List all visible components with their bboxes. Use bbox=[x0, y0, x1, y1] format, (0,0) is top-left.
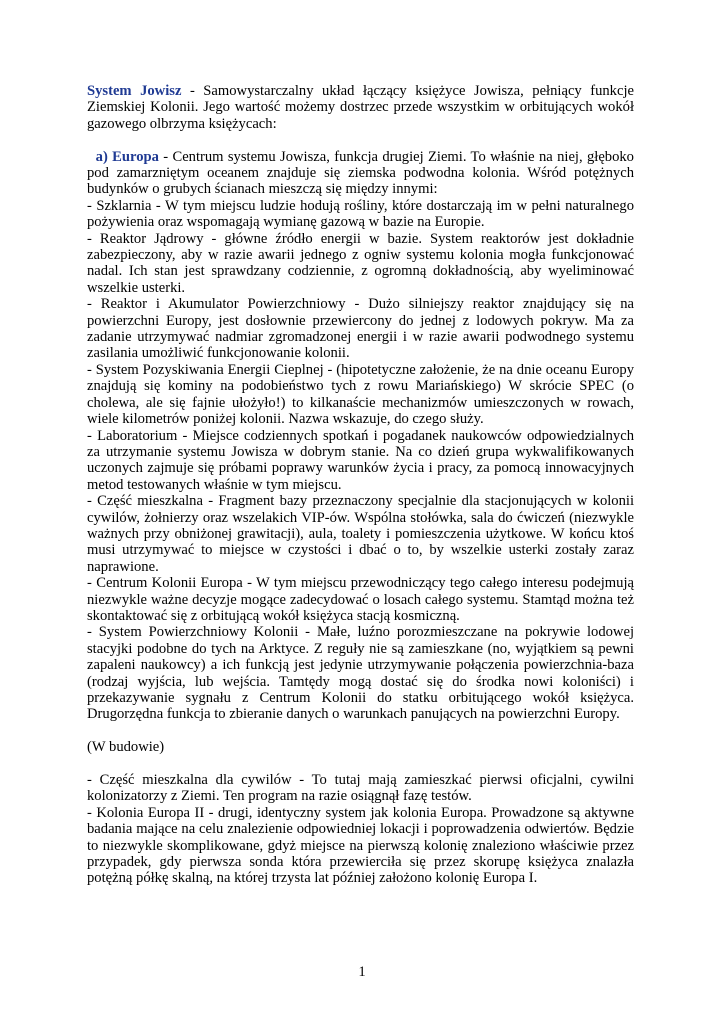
europa-item-nuclear-reactor: - Reaktor Jądrowy - główne źródło energii w bazie. System reaktorów jest dokładnie zabezpieczony, aby w razie awarii jednego z ogniw systemu kolonia mogła funkcjonować nadal. Ich stan jest sprawdzany codziennie, z ogromną dokładnością, aby wyeliminować wszelkie usterki. bbox=[87, 230, 634, 296]
construction-item-civilian-housing: - Część mieszkalna dla cywilów - To tutaj mają zamieszkać pierwsi oficjalni, cywilni kolonizatorzy z Ziemi. Ten program na razie osiągnął fazę testów. bbox=[87, 772, 634, 805]
europa-item-laboratory: - Laboratorium - Miejsce codziennych spotkań i pogadanek naukowców odpowiedzialnych za utrzymanie systemu Jowisza w dobrym stanie. Na co dzień grupa wykwalifikowanych uczonych zajmuje się próbami poprawy warunków życia i pracy, za pomocą innowacyjnych metod testowanych właśnie w tym miejscu. bbox=[87, 427, 634, 493]
paragraph-gap bbox=[87, 132, 634, 148]
europa-item-greenhouse: - Szklarnia - W tym miejscu ludzie hodują rośliny, które dostarczają im w pełni naturalnego pożywienia oraz wspomagają wymianę gazową w bazie na Europie. bbox=[87, 197, 634, 231]
europa-text: - Centrum systemu Jowisza, funkcja drugiej Ziemi. To właśnie na niej, głęboko pod zamarzniętym oceanem znajduje się ziemska podwodna kolonia. Wśród potężnych budynków o grubych ścianach mieszczą się między innymi: bbox=[87, 148, 634, 198]
construction-label: (W budowie) bbox=[87, 739, 165, 756]
europa-item-thermal-energy: - System Pozyskiwania Energii Cieplnej - (hipotetyczne założenie, że na dnie oceanu Europy znajdują się kominy na podobieństwo tych z rowu Mariańskiego) W skrócie SPEC (o cholewa, ale się fajnie ułożyło!) to kilkanaście mechanizmów umieszczonych w rowach, wiele kilometrów poniżej kolonii. Nazwa wskazuje, do czego służy. bbox=[87, 361, 634, 428]
document-page bbox=[87, 83, 634, 887]
page-number: 1 bbox=[358, 964, 366, 980]
construction-item-europa-ii: - Kolonia Europa II - drugi, identyczny system jak kolonia Europa. Prowadzone są aktywne badania mające na celu znalezienie odpowiedniej lokacji i poprowadzenia odwiertów. Będzie to niezwykle skomplikowane, gdyż miejsce na pierwszą kolonię znaleziono właściwie przez przypadek, gdy pierwsza sonda która przewierciła się przez skorupę księżyca znalazła potężną półkę skalną, na której trzysta lat później założono kolonię Europa I. bbox=[87, 804, 634, 887]
intro-title: System Jowisz bbox=[87, 83, 182, 99]
paragraph-gap bbox=[87, 756, 634, 772]
intro-paragraph bbox=[87, 83, 634, 132]
europa-item-surface-system: - System Powierzchniowy Kolonii - Małe, luźno porozmieszczane na pokrywie lodowej stacyjki podobne do tych na Arktyce. Z reguły nie są zamieszkane (no, wyjątkiem są pewni zapaleni naukowcy) a ich funkcją jest jedynie utrzymywanie połączenia powierzchnia-baza (rodzaj wyjścia, lub wejścia. Tamtędy mogą dostać się do środka nowi koloniści) i przekazywanie sygnału z Centrum Kolonii do statku orbitującego wokół księżyca. Drugorzędna funkcja to zbieranie danych o warunkach panujących na powierzchni Europy. bbox=[87, 624, 634, 723]
europa-paragraph bbox=[87, 149, 634, 198]
europa-item-colony-center: - Centrum Kolonii Europa - W tym miejscu przewodniczący tego całego interesu podejmują niezwykle ważne decyzje mogące zadecydować o losach całego systemu. Stamtąd można też skontaktować się z orbitującą wokół księżyca stacją kosmiczną. bbox=[87, 575, 634, 624]
europa-title: a) Europa bbox=[95, 148, 159, 165]
europa-item-residential: - Część mieszkalna - Fragment bazy przeznaczony specjalnie dla stacjonujących w kolonii cywilów, żołnierzy oraz wszelakich VIP-ów. Wspólna stołówka, sala do ćwiczeń (niezwykle ważnych przy obniżonej grawitacji), aula, toalety i pomieszczenia użytkowe. W końcu ktoś musi utrzymywać to miejsce w czystości i dbać o to, by wszelkie usterki zostały zaraz naprawione. bbox=[87, 493, 634, 575]
intro-text: - Samowystarczalny układ łączący księżyce Jowisza, pełniący funkcje Ziemskiej Kolonii. Jego wartość możemy dostrzec przede wszystkim w orbitujących wokół gazowego olbrzyma księżycach: bbox=[87, 83, 634, 132]
paragraph-gap bbox=[87, 723, 634, 739]
europa-item-surface-reactor: - Reaktor i Akumulator Powierzchniowy - Dużo silniejszy reaktor znajdujący się na powierzchni Europy, jest dosłownie przewiercony do jednej z lodowych pokryw. Ma za zadanie utrzymywać nadmiar zgromadzonej energii i w razie awarii podwodnego systemu zasilania umożliwić funkcjonowanie kolonii. bbox=[87, 296, 634, 362]
